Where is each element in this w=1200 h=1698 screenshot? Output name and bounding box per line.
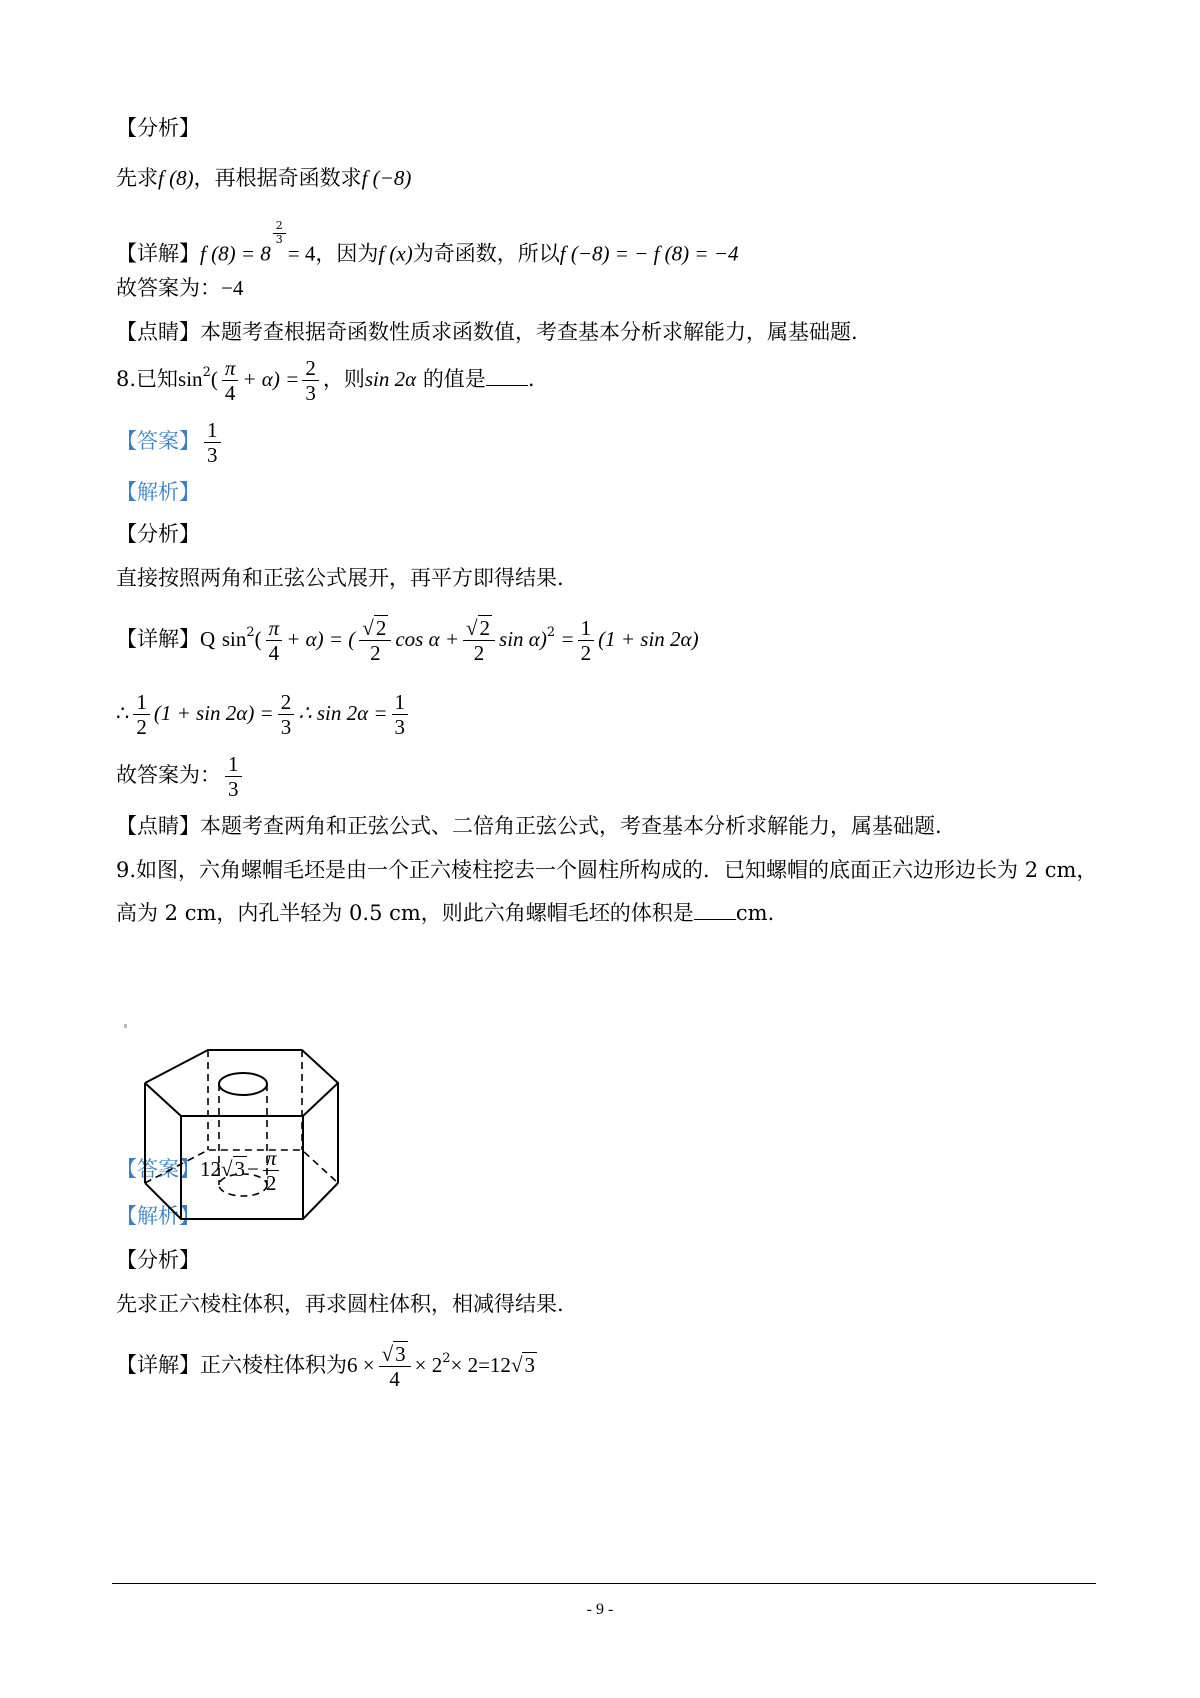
answer-9: 【答案】12√3− $\frac{\pi}{2}$: [116, 1146, 283, 1195]
page-number: - 9 -: [586, 1601, 614, 1618]
hex-nut-figure: [140, 1036, 366, 1226]
question-9-line-1: 9.如图，六角螺帽毛坯是由一个正六棱柱挖去一个圆柱所构成的．已知螺帽的底面正六边形边长为 2 cm，: [116, 858, 1098, 882]
hex-bottom-visible: [145, 1183, 338, 1219]
parse-tag-8: 【解析】: [116, 480, 200, 504]
answer-line-1: 故答案为：−4: [116, 276, 244, 300]
detail-line-8b: ∴ $\frac{1}{2}$ (1 + sin 2α) = $\frac{2}{3}$ ∴ sin 2α = $\frac{1}{3}$: [116, 690, 412, 739]
analysis-text-1: 先求f (8)，再根据奇函数求f (−8): [116, 166, 412, 190]
analysis-tag-1: 【分析】: [116, 116, 200, 140]
answer-8: 【答案】 $\frac{1}{3}$: [116, 418, 225, 467]
question-9-line-2: 高为 2 cm，内孔半轻为 0.5 cm，则此六角螺帽毛坯的体积是 cm.: [116, 901, 775, 925]
detail-line-9: 【详解】正六棱柱体积为6 × $\frac{√3}{4}$ × $2^2\times 2=12√3$: [116, 1342, 535, 1392]
detail-line-8: 【详解】Q $\sin^2$( $\frac{\pi}{4}$ + α) = ( $\frac{√2}{2}$ cos α + $\frac{√2}{2}$ sin α)$^2$ = $\frac{1}{2}$ (1 + sin 2α): [116, 616, 699, 666]
scan-artifact: [124, 1024, 127, 1028]
hole-top-ellipse: [219, 1073, 267, 1095]
footer-rule: [112, 1583, 1096, 1584]
analysis-text-9: 先求正六棱柱体积，再求圆柱体积，相减得结果.: [116, 1292, 564, 1316]
analysis-tag-8: 【分析】: [116, 522, 200, 546]
detail-line-1: 【详解】f (8) = 8 $\frac{2}{3}$ = 4，因为f (x)为奇函数，所以f (−8) = − f (8) = −4: [116, 219, 739, 266]
hex-top-face: [145, 1050, 338, 1116]
answer-line-8: 故答案为： $\frac{1}{3}$: [116, 752, 246, 801]
analysis-text-8: 直接按照两角和正弦公式展开，再平方即得结果.: [116, 566, 564, 590]
question-8: 8.已知$\sin^2$( $\frac{\pi}{4}$ + α) = $\frac{2}{3}$ ，则sin 2α 的值是 .: [116, 356, 535, 406]
parse-tag-9: 【解析】: [116, 1204, 200, 1228]
analysis-tag-9: 【分析】: [116, 1248, 200, 1272]
remark-line-1: 【点睛】本题考查根据奇函数性质求函数值，考查基本分析求解能力，属基础题.: [116, 320, 858, 344]
hex-bottom-hidden: [145, 1150, 338, 1183]
remark-line-8: 【点睛】本题考查两角和正弦公式、二倍角正弦公式，考查基本分析求解能力，属基础题.: [116, 814, 942, 838]
hole-bottom-ellipse: [219, 1174, 267, 1196]
